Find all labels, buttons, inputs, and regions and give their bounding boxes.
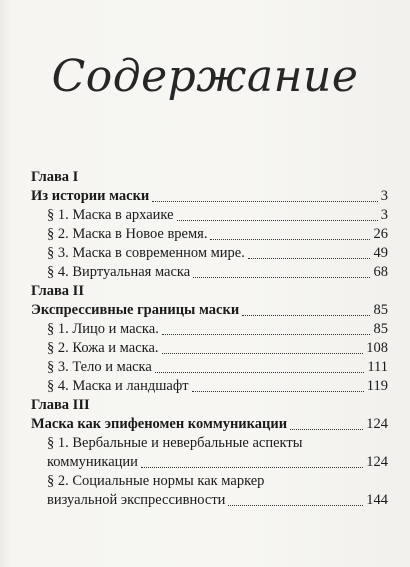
toc-entry-title: § 2. Маска в Новое время. [47,226,208,242]
toc-entry-title: коммуникации [47,454,138,470]
toc-entry-title: § 1. Лицо и маска. [47,321,159,337]
toc-page-number: 85 [373,321,388,337]
toc-entry-title: § 3. Маска в современном мире. [47,245,245,261]
toc-entry-title: Глава III [31,397,90,413]
toc-section [31,415,388,434]
toc-chapter [31,168,388,187]
toc-entry-title: § 3. Тело и маска [47,359,152,375]
toc-page-number: 26 [373,226,388,242]
toc-section [31,301,388,320]
toc-entry [31,225,388,244]
toc-entry [31,244,388,263]
toc-entry [31,320,388,339]
toc-page-number: 119 [366,378,388,394]
toc-entry-title: § 1. Вербальные и невербальные аспекты [47,435,303,451]
toc-page-number: 124 [366,454,388,470]
toc-entry [31,434,388,453]
toc-entry-title: § 1. Маска в архаике [47,207,174,223]
toc-entry-title: § 4. Виртуальная маска [47,264,191,280]
dot-leader [228,505,363,506]
toc-entry-title: Глава I [31,169,79,185]
toc-entry-title: Экспрессивные границы маски [31,302,240,318]
dot-leader [242,315,370,316]
table-of-contents [31,168,388,510]
toc-entry [31,472,388,491]
dot-leader [162,334,370,335]
toc-entry [31,339,388,358]
dot-leader [155,372,364,373]
toc-entry [31,263,388,282]
dot-leader [141,467,363,468]
dot-leader [290,429,363,430]
toc-entry [31,377,388,396]
toc-section [31,187,388,206]
toc-chapter [31,396,388,415]
toc-entry [31,358,388,377]
toc-page-number: 3 [380,188,388,204]
toc-entry [31,491,388,510]
toc-page-number: 49 [373,245,388,261]
toc-entry-title: § 4. Маска и ландшафт [47,378,189,394]
dot-leader [210,239,370,240]
toc-entry-title: § 2. Социальные нормы как маркер [47,473,265,489]
toc-page-number: 85 [373,302,388,318]
toc-page-number: 68 [373,264,388,280]
toc-page-number: 108 [366,340,388,356]
toc-entry [31,206,388,225]
toc-entry-title: визуальной экспрессивности [47,492,226,508]
toc-page-number: 3 [380,207,388,223]
toc-entry-title: Маска как эпифеномен коммуникации [31,416,288,432]
toc-entry-title: Глава II [31,283,84,299]
toc-chapter [31,282,388,301]
toc-entry-title: Из истории маски [31,188,150,204]
toc-page-number: 111 [367,359,388,375]
toc-page-number: 124 [366,416,388,432]
toc-entry [31,453,388,472]
dot-leader [162,353,363,354]
toc-entry-title: § 2. Кожа и маска. [47,340,159,356]
dot-leader [177,220,378,221]
dot-leader [193,277,370,278]
dot-leader [152,201,378,202]
toc-page-number: 144 [366,492,388,508]
dot-leader [192,391,364,392]
page-title: Содержание [51,51,359,103]
dot-leader [248,258,370,259]
